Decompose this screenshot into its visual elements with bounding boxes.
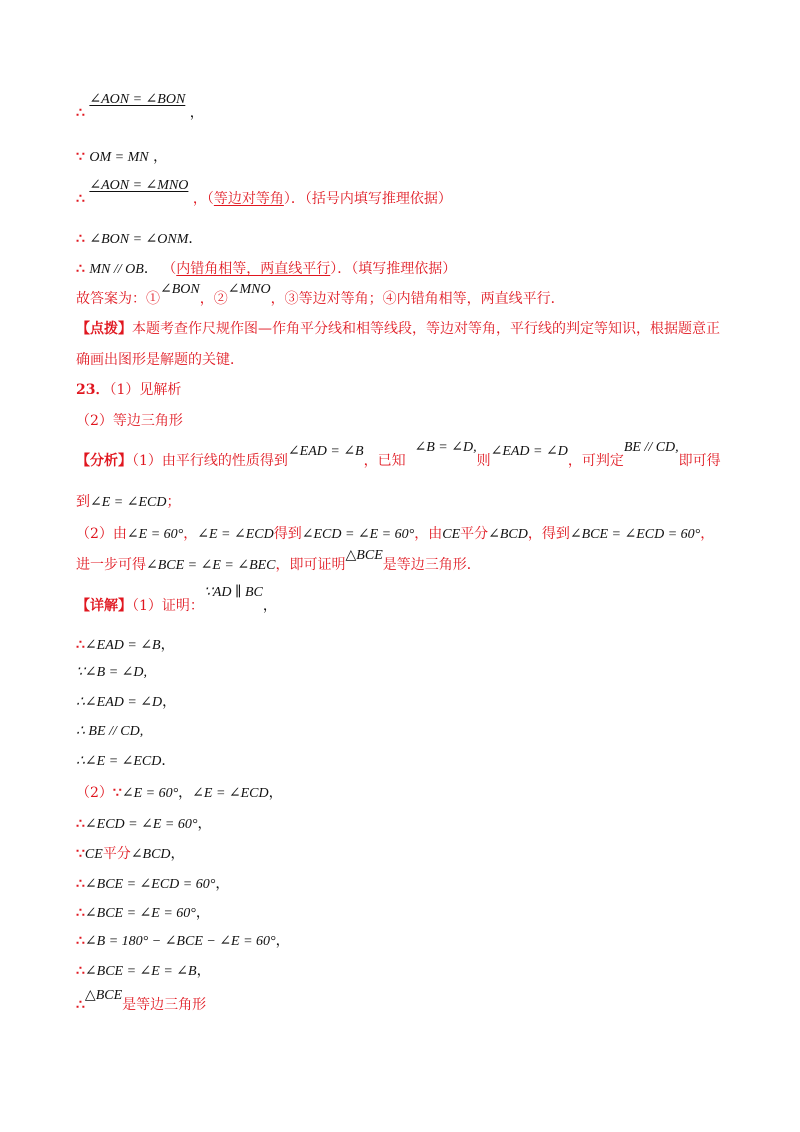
line-because-om-mn: ∵ OM = MN ， — [76, 149, 168, 165]
proof2-conclusion: ∴△BCE是等边三角形 — [76, 988, 207, 1013]
answer-summary: 故答案为：①∠BON，②∠MNO，③等边对等角；④内错角相等，两直线平行． — [76, 282, 565, 307]
proof1-step2: ∵∠B = ∠D, — [76, 665, 147, 680]
proof2-step6: ∴∠B = 180° − ∠BCE − ∠E = 60°， — [76, 933, 290, 949]
proof2-step7: ∴∠BCE = ∠E = ∠B， — [76, 963, 211, 979]
detail-tag: 【详解】 — [76, 598, 132, 614]
analysis-line4: 进一步可得∠BCE = ∠E = ∠BEC，即可证明△BCE是等边三角形． — [76, 548, 481, 573]
proof1-step1: ∴∠EAD = ∠B， — [76, 637, 175, 653]
tip-tag: 【点拨】 — [76, 321, 132, 337]
proof1-step4: ∴ BE // CD, — [76, 724, 144, 739]
question-23-heading: 23．（1）见解析 — [76, 382, 182, 398]
tip-paragraph-line1: 【点拨】本题考查作尺规作图—作角平分线和相等线段，等边对等角，平行线的判定等知识，根据题意正 — [76, 321, 720, 337]
proof2-step5: ∴∠BCE = ∠E = 60°， — [76, 905, 210, 921]
proof2-step4: ∴∠BCE = ∠ECD = 60°， — [76, 876, 230, 892]
analysis-line2: 到∠E = ∠ECD； — [76, 494, 181, 510]
proof1-step3: ∴∠EAD = ∠D， — [76, 694, 177, 710]
question-23-part2: （2）等边三角形 — [76, 413, 183, 429]
line-therefore-mn-parallel-ob: ∴ MN // OB． （内错角相等，两直线平行）．（填写推理依据） — [76, 261, 457, 277]
tip-paragraph-line2: 确画出图形是解题的关键． — [76, 352, 244, 368]
proof2-step2: ∴∠ECD = ∠E = 60°， — [76, 816, 212, 832]
math-bon-eq-onm: ∠BON = ∠ONM — [89, 232, 189, 247]
proof1-step5: ∴∠E = ∠ECD． — [76, 753, 176, 769]
reason-isosceles: 等边对等角 — [213, 191, 284, 207]
therefore-symbol: ∴ — [76, 105, 85, 121]
question-number: 23． — [76, 382, 110, 398]
math-aon-eq-bon: ∠AON = ∠BON — [89, 92, 186, 107]
proof2-step1: （2）∵∠E = 60°，∠E = ∠ECD， — [76, 785, 283, 801]
detail-heading: 【详解】（1）证明：∵AD ∥ BC， — [76, 585, 277, 614]
math-om-eq-mn: OM = MN — [89, 150, 149, 165]
line-therefore-aon-bon: ∴ ∠AON = ∠BON ， — [76, 92, 204, 121]
math-aon-eq-mno: ∠AON = ∠MNO — [89, 178, 189, 193]
line-therefore-aon-mno: ∴ ∠AON = ∠MNO ，（等边对等角）．（括号内填写推理依据） — [76, 178, 452, 207]
line-therefore-bon-onm: ∴ ∠BON = ∠ONM． — [76, 231, 203, 247]
reason-alternate-angles: 内错角相等，两直线平行 — [176, 261, 331, 277]
analysis-line1: 【分析】（1）由平行线的性质得到∠EAD = ∠B，已知 ∠B = ∠D,则∠EAD = ∠D，可判定BE // CD,即可得 — [76, 440, 721, 469]
reason-note: ．（括号内填写推理依据） — [290, 191, 452, 207]
because-symbol: ∵ — [76, 149, 85, 165]
proof2-step3: ∵CE平分∠BCD， — [76, 846, 185, 862]
analysis-line3: （2）由∠E = 60°，∠E = ∠ECD得到∠ECD = ∠E = 60°，由CE平分∠BCD，得到∠BCE = ∠ECD = 60°， — [76, 526, 715, 542]
math-mn-parallel-ob: MN // OB — [89, 262, 144, 277]
analysis-tag: 【分析】 — [76, 453, 132, 469]
